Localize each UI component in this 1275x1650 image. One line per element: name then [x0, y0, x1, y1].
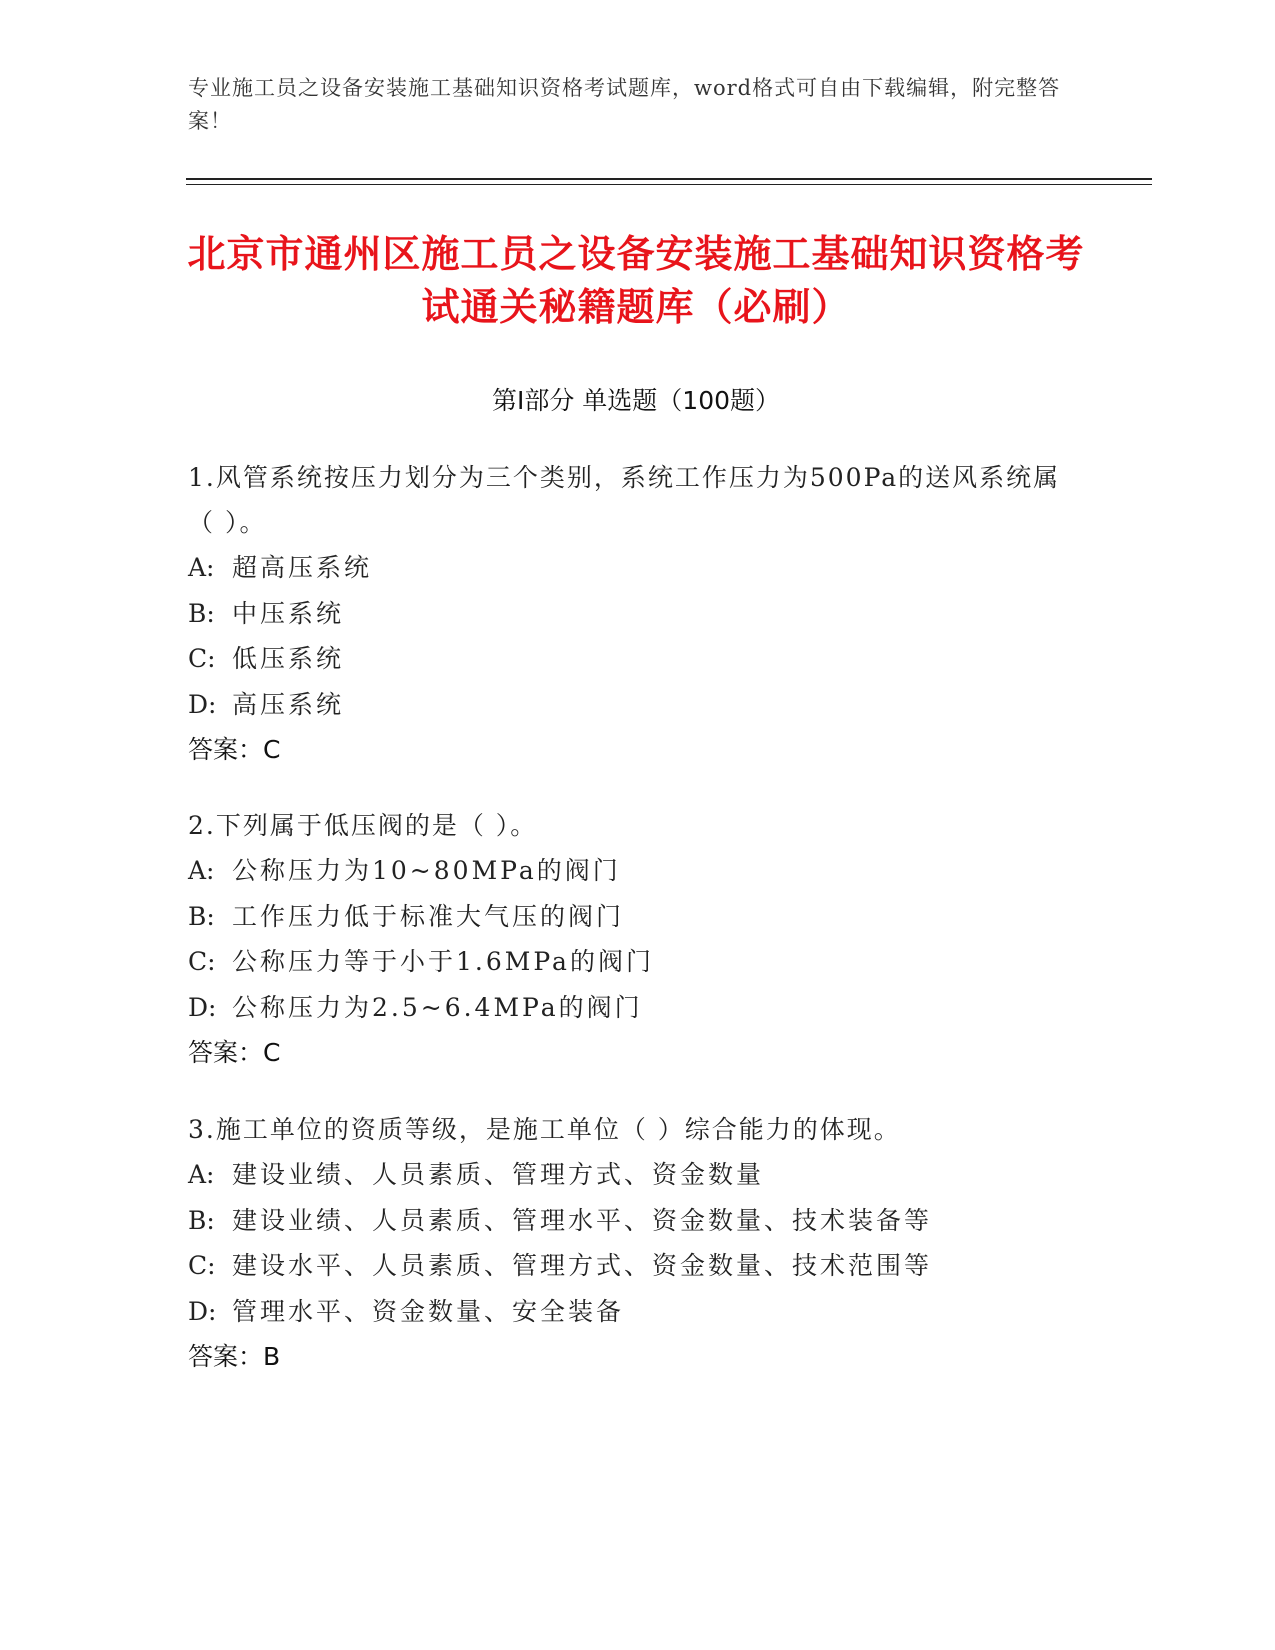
option-letter: D: — [188, 689, 217, 719]
option-text: 低压系统 — [232, 644, 345, 673]
option-d — [188, 682, 1068, 728]
option-d — [188, 985, 1068, 1031]
header-rule-thin — [186, 184, 1152, 185]
option-a — [188, 545, 1068, 591]
option-letter: D: — [188, 1296, 217, 1326]
option-text: 中压系统 — [232, 598, 345, 628]
answer-line — [188, 1334, 1068, 1379]
question-2 — [188, 803, 1068, 1075]
answer-value: C — [263, 1038, 281, 1067]
question-stem: 2.下列属于低压阀的是（ ）。 — [188, 811, 538, 840]
option-text: 公称压力等于小于1.6MPa的阀门 — [232, 947, 654, 976]
option-text: 公称压力为2.5~6.4MPa的阀门 — [232, 992, 643, 1022]
option-text: 建设水平、人员素质、管理方式、资金数量、技术范围等 — [232, 1251, 933, 1280]
option-letter: C: — [188, 644, 216, 673]
option-letter: A: — [188, 553, 215, 582]
answer-label: 答案： — [188, 1038, 264, 1067]
answer-value: C — [263, 735, 281, 764]
option-text: 高压系统 — [232, 689, 345, 719]
option-letter: D: — [188, 992, 217, 1022]
option-text: 工作压力低于标准大气压的阀门 — [232, 901, 625, 931]
option-text: 管理水平、资金数量、安全装备 — [232, 1296, 625, 1326]
option-text: 超高压系统 — [232, 553, 373, 582]
option-d — [188, 1289, 1068, 1335]
option-text: 建设业绩、人员素质、管理水平、资金数量、技术装备等 — [232, 1205, 933, 1235]
option-letter: A: — [188, 856, 215, 885]
option-b — [188, 591, 1068, 637]
answer-value: B — [263, 1342, 281, 1371]
answer-line — [188, 727, 1068, 772]
option-b — [188, 894, 1068, 940]
option-text: 建设业绩、人员素质、管理方式、资金数量 — [232, 1160, 765, 1189]
option-letter: C: — [188, 947, 216, 976]
question-1 — [188, 455, 1068, 772]
option-a — [188, 848, 1068, 894]
question-3 — [188, 1107, 1068, 1379]
answer-line — [188, 1030, 1068, 1075]
option-c — [188, 636, 1068, 682]
option-letter: C: — [188, 1251, 216, 1280]
option-b — [188, 1198, 1068, 1244]
option-letter: B: — [188, 598, 215, 628]
option-letter: A: — [188, 1160, 215, 1189]
section-heading: 第I部分 单选题（100题） — [491, 386, 781, 415]
question-stem: 1.风管系统按压力划分为三个类别，系统工作压力为500Pa的送风系统属（ ）。 — [188, 463, 1061, 537]
option-a — [188, 1152, 1068, 1198]
answer-label: 答案： — [188, 1342, 264, 1371]
document-title: 北京市通州区施工员之设备安装施工基础知识资格考试通关秘籍题库（必刷） — [187, 232, 1085, 329]
answer-label: 答案： — [188, 735, 264, 764]
option-letter: B: — [188, 901, 215, 931]
header-rule-thick — [186, 178, 1152, 180]
option-c — [188, 939, 1068, 985]
question-stem: 3.施工单位的资质等级，是施工单位（ ）综合能力的体现。 — [188, 1115, 901, 1144]
option-text: 公称压力为10~80MPa的阀门 — [232, 856, 621, 885]
header-note: 专业施工员之设备安装施工基础知识资格考试题库，word格式可自由下载编辑，附完整答案！ — [188, 76, 1061, 133]
option-letter: B: — [188, 1205, 215, 1235]
option-c — [188, 1243, 1068, 1289]
